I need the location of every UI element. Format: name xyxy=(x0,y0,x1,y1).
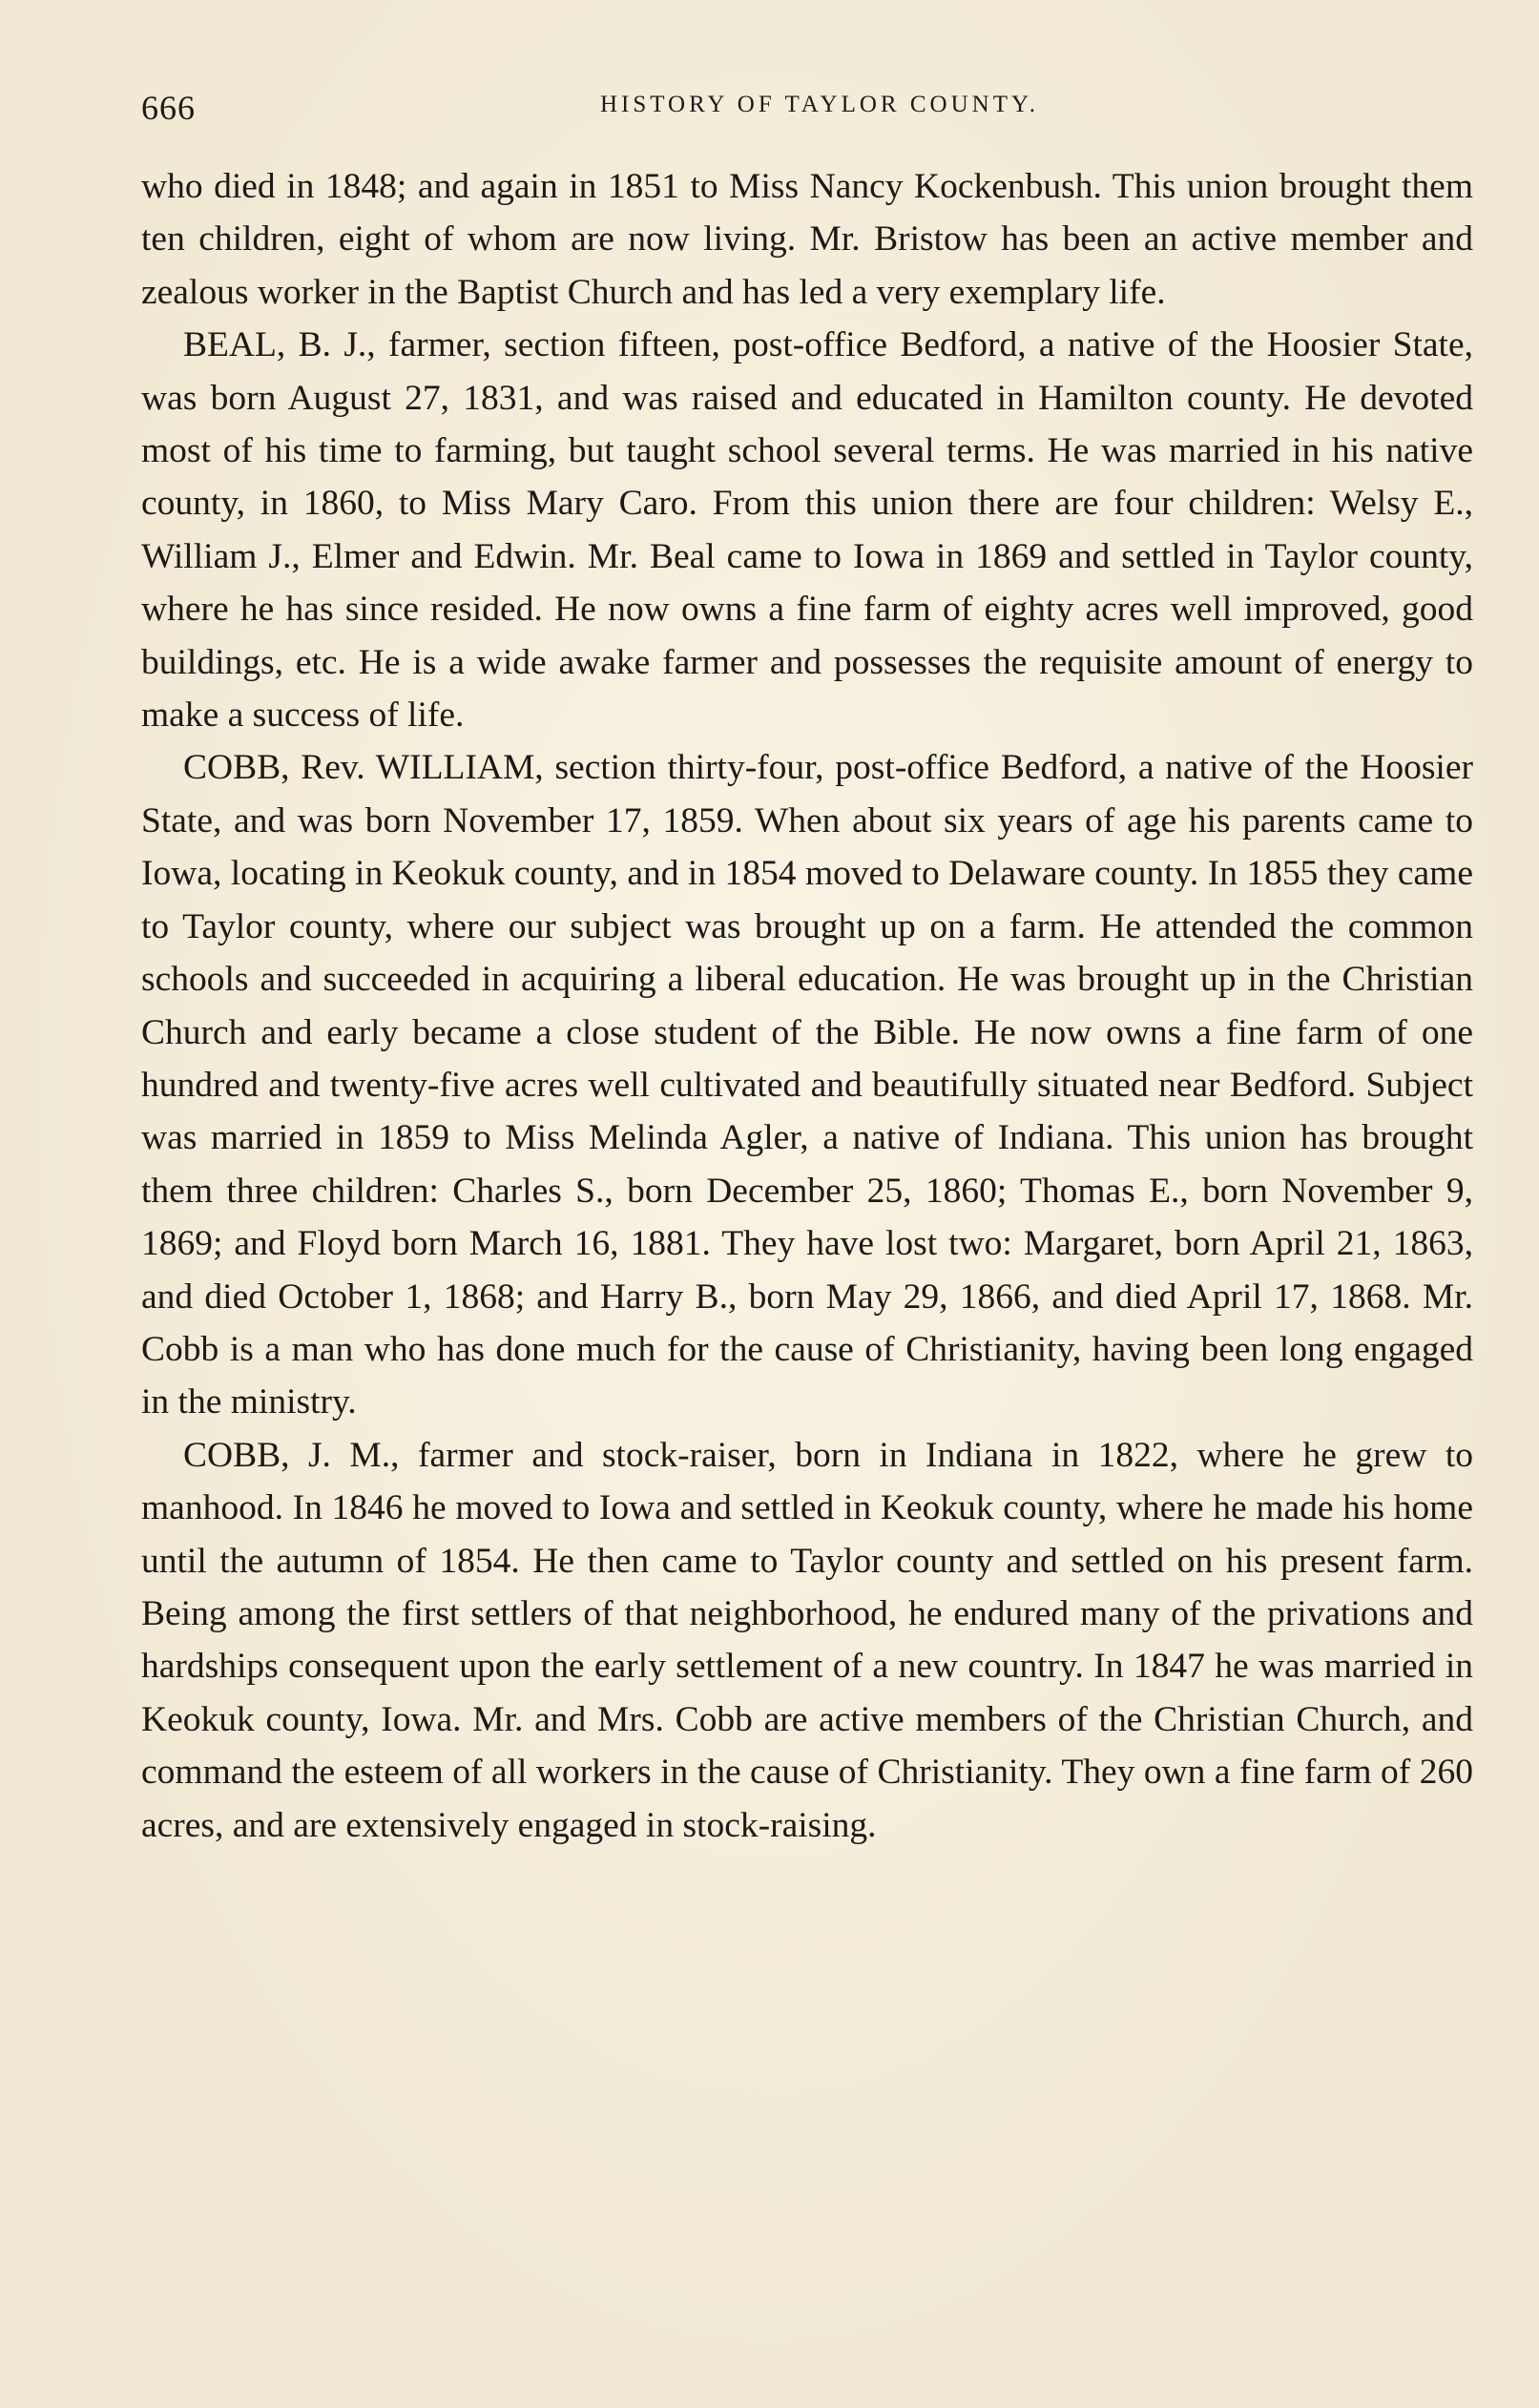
paragraph-beal: BEAL, B. J., farmer, section fifteen, post-office Bedford, a native of the Hoosier State, was born August 27, 1831, and was raised and educated in Hamilton county. He devoted most of his time to farming, but taught school several terms. He was married in his native county, in 1860, to Miss Mary Caro. From this union there are four children: Welsy E., William J., Elmer and Edwin. Mr. Beal came to Iowa in 1869 and settled in Taylor county, where he has since resided. He now owns a fine farm of eighty acres well improved, good buildings, etc. He is a wide awake farmer and possesses the requisite amount of energy to make a success of life. xyxy=(141,325,1473,736)
page-number: 666 xyxy=(141,89,196,127)
body-text xyxy=(141,160,1473,1852)
paragraph-bristow-continuation: who died in 1848; and again in 1851 to Miss Nancy Kockenbush. This union brought them ten children, eight of whom are now living. Mr. Bristow has been an active member and zealous worker in the Baptist Church and has led a very exemplary life. xyxy=(141,167,1473,312)
paragraph-cobb-jm: COBB, J. M., farmer and stock-raiser, born in Indiana in 1822, where he grew to manhood. In 1846 he moved to Iowa and settled in Keokuk county, where he made his home until the autumn of 1854. He then came to Taylor county and settled on his present farm. Being among the first settlers of that neighborhood, he endured many of the privations and hardships consequent upon the early settlement of a new country. In 1847 he was married in Keokuk county, Iowa. Mr. and Mrs. Cobb are active members of the Christian Church, and command the esteem of all workers in the cause of Christianity. They own a fine farm of 260 acres, and are extensively engaged in stock-raising. xyxy=(141,1435,1473,1845)
running-head: HISTORY OF TAYLOR COUNTY. xyxy=(599,92,1040,117)
paragraph-cobb-william: COBB, Rev. WILLIAM, section thirty-four, post-office Bedford, a native of the Hoosier State, and was born November 17, 1859. When about six years of age his parents came to Iowa, locating in Keokuk county, and in 1854 moved to Delaware county. In 1855 they came to Taylor county, where our subject was brought up on a farm. He attended the common schools and succeeded in acquiring a liberal education. He was brought up in the Christian Church and early became a close student of the Bible. He now owns a fine farm of one hundred and twenty-five acres well cultivated and beautifully situated near Bedford. Subject was married in 1859 to Miss Melinda Agler, a native of Indiana. This union has brought them three children: Charles S., born December 25, 1860; Thomas E., born November 9, 1869; and Floyd born March 16, 1881. They have lost two: Margaret, born April 21, 1863, and died October 1, 1868; and Harry B., born May 29, 1866, and died April 17, 1868. Mr. Cobb is a man who has done much for the cause of Christianity, having been long engaged in the ministry. xyxy=(141,748,1473,1422)
page-header xyxy=(141,88,1469,135)
